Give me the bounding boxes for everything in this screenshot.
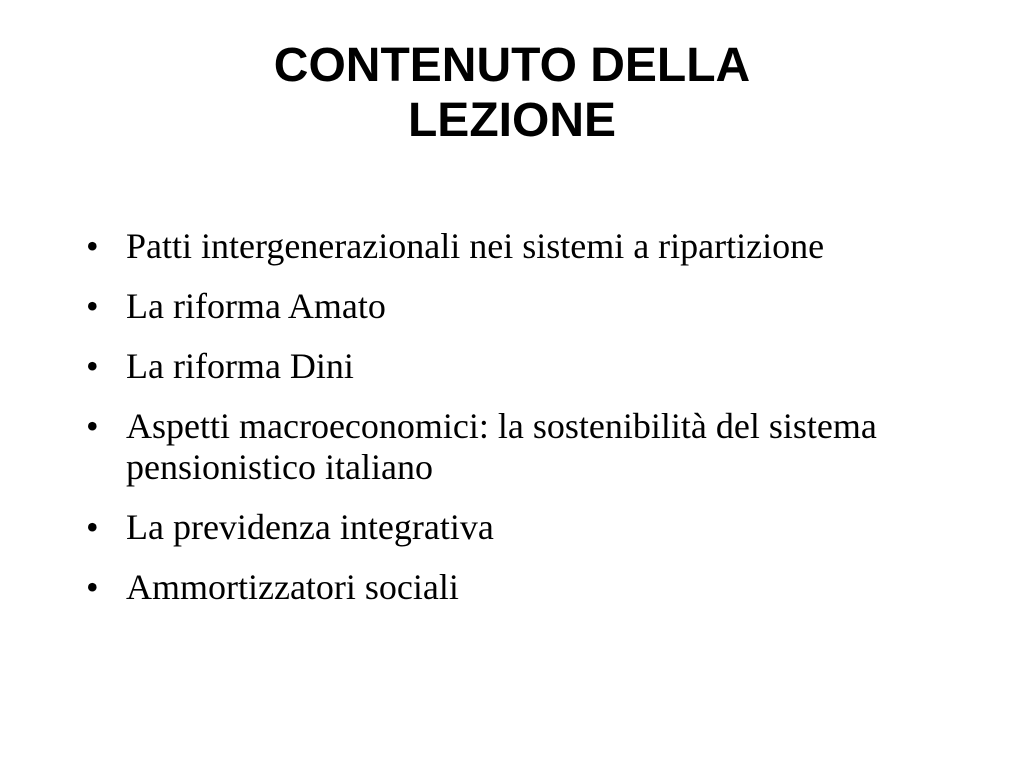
bullet-item <box>86 226 956 267</box>
bullet-icon: • <box>86 286 99 326</box>
slide-title-line-1: CONTENUTO DELLA <box>273 39 751 92</box>
slide-title-line-2: LEZIONE <box>407 94 616 147</box>
bullet-list <box>86 226 956 627</box>
bullet-text: La riforma Amato <box>126 286 386 326</box>
bullet-text: Ammortizzatori sociali <box>126 567 459 607</box>
bullet-icon: • <box>86 567 99 607</box>
bullet-item <box>86 286 956 327</box>
bullet-item <box>86 346 956 387</box>
bullet-text: Aspetti macroeconomici: la sostenibilità del sistema pensionistico italiano <box>126 406 877 487</box>
slide-title <box>100 38 924 148</box>
bullet-icon: • <box>86 507 99 547</box>
bullet-icon: • <box>86 226 99 266</box>
bullet-item <box>86 507 956 548</box>
bullet-text: La riforma Dini <box>126 346 354 386</box>
bullet-item <box>86 567 956 608</box>
bullet-text: La previdenza integrativa <box>126 507 494 547</box>
bullet-icon: • <box>86 406 99 446</box>
bullet-item <box>86 406 956 488</box>
bullet-icon: • <box>86 346 99 386</box>
bullet-text: Patti intergenerazionali nei sistemi a ripartizione <box>126 226 825 266</box>
